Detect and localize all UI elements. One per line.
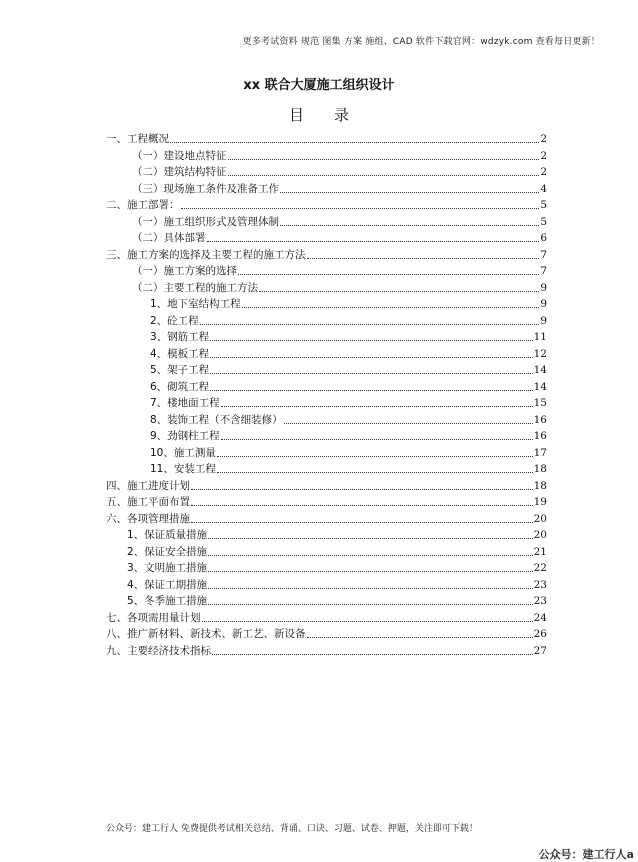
- toc-entry-page: 21: [533, 545, 547, 558]
- toc-entry[interactable]: [127, 545, 547, 560]
- toc-entry-label: 7、楼地面工程: [150, 397, 220, 409]
- toc-entry-page: 5: [540, 199, 547, 211]
- toc-entry[interactable]: [132, 215, 547, 230]
- toc-entry-label: 一、工程概况: [106, 133, 169, 145]
- toc-entry[interactable]: [106, 512, 547, 527]
- toc-entry-page: 6: [540, 232, 547, 244]
- toc-entry-label: 8、装饰工程（不含细装修）: [150, 413, 283, 426]
- toc-dot-leader: [221, 406, 533, 407]
- toc-dot-leader: [238, 274, 539, 275]
- toc-dot-leader: [202, 621, 533, 622]
- toc-dot-leader: [280, 192, 539, 193]
- toc-entry-page: 27: [533, 644, 547, 657]
- toc-entry-label: 9、劲钢柱工程: [150, 430, 220, 442]
- toc-entry[interactable]: [150, 446, 547, 461]
- toc-dot-leader: [208, 604, 532, 605]
- toc-dot-leader: [208, 588, 532, 589]
- toc-entry[interactable]: [150, 330, 547, 345]
- toc-entry-page: 5: [540, 215, 547, 228]
- toc-entry-page: 23: [533, 578, 547, 591]
- toc-entry-page: 22: [533, 562, 547, 574]
- toc-entry-label: （二）具体部署: [132, 232, 206, 244]
- toc-entry-label: 3、钢筋工程: [150, 331, 210, 343]
- toc-dot-leader: [210, 390, 532, 391]
- toc-entry[interactable]: [106, 611, 547, 626]
- toc-entry[interactable]: [150, 314, 547, 329]
- toc-entry[interactable]: [150, 413, 547, 428]
- toc-entry-page: 16: [533, 430, 547, 442]
- toc-dot-leader: [228, 175, 540, 176]
- toc-dot-leader: [307, 258, 540, 259]
- toc-entry-label: 4、保证工期措施: [127, 578, 208, 591]
- toc-entry-page: 17: [533, 446, 547, 459]
- toc-entry-label: （一）建设地点特征: [132, 149, 227, 162]
- toc-entry[interactable]: [127, 561, 547, 576]
- toc-dot-leader: [221, 439, 533, 440]
- header-note: 更多考试资料 规范 图集 方案 施组、CAD 软件下载官网：wdzyk.com 查看每日更新！: [242, 37, 600, 47]
- toc-entry-page: 7: [540, 248, 547, 261]
- toc-entry-page: 26: [533, 628, 547, 640]
- toc-entry-label: 八、推广新材料、新技术、新工艺、新设备: [106, 628, 306, 640]
- toc-dot-leader: [217, 472, 533, 473]
- toc-dot-leader: [210, 340, 532, 341]
- toc-dot-leader: [280, 225, 539, 226]
- toc-dot-leader: [208, 555, 532, 556]
- toc-entry[interactable]: [150, 297, 547, 312]
- toc-entry-label: 五、施工平面布置: [106, 496, 190, 508]
- toc-entry-page: 16: [533, 413, 547, 426]
- toc-dot-leader: [191, 505, 533, 506]
- toc-entry[interactable]: [150, 380, 547, 395]
- toc-entry-label: 七、各项需用量计划: [106, 611, 201, 624]
- toc-dot-leader: [212, 654, 533, 655]
- toc-entry-page: 9: [540, 281, 547, 294]
- toc-dot-leader: [307, 637, 533, 638]
- toc-heading-char-2: 录: [334, 106, 350, 124]
- toc-entry-page: 23: [533, 595, 547, 607]
- toc-entry-label: 1、地下室结构工程: [150, 298, 241, 310]
- toc-entry-page: 19: [533, 496, 547, 508]
- toc-entry-label: 1、保证质量措施: [127, 529, 208, 541]
- toc-entry-label: 10、施工测量: [150, 446, 216, 459]
- watermark-text: 公众号：建工行人a: [538, 848, 634, 861]
- toc-entry[interactable]: [106, 495, 547, 510]
- toc-entry-page: 2: [540, 149, 547, 162]
- document-title: xx 联合大厦施工组织设计: [243, 78, 395, 93]
- toc-dot-leader: [228, 159, 540, 160]
- toc-entry-label: （三）现场施工条件及准备工作: [132, 182, 279, 195]
- toc-entry[interactable]: [106, 644, 547, 659]
- toc-entry-page: 15: [533, 397, 547, 409]
- toc-entry-label: 11、安装工程: [150, 463, 216, 475]
- toc-dot-leader: [242, 307, 540, 308]
- toc-dot-leader: [284, 423, 533, 424]
- toc-entry[interactable]: [132, 231, 547, 246]
- toc-entry[interactable]: [127, 594, 547, 609]
- toc-entry-label: （一）施工组织形式及管理体制: [132, 215, 279, 228]
- toc-entry-page: 20: [533, 529, 547, 541]
- toc-entry-page: 18: [533, 479, 547, 492]
- toc-entry-label: 四、施工进度计划: [106, 479, 190, 492]
- toc-entry[interactable]: [150, 429, 547, 444]
- toc-entry[interactable]: [127, 528, 547, 543]
- toc-entry-label: （二）主要工程的施工方法: [132, 281, 258, 294]
- toc-entry-label: 六、各项管理措施: [106, 512, 190, 525]
- toc-dot-leader: [208, 571, 532, 572]
- toc-entry-page: 14: [533, 380, 547, 393]
- toc-entry-label: 二、施工部署：: [106, 199, 180, 211]
- toc-dot-leader: [259, 291, 539, 292]
- toc-entry-label: 三、施工方案的选择及主要工程的施工方法: [106, 248, 306, 261]
- toc-entry-label: （二）建筑结构特征: [132, 166, 227, 178]
- toc-entry[interactable]: [132, 182, 547, 197]
- toc-entry[interactable]: [127, 578, 547, 593]
- toc-entry-page: 4: [540, 182, 547, 195]
- toc-entry-label: （一）施工方案的选择: [132, 265, 237, 277]
- toc-entry[interactable]: [132, 165, 547, 180]
- toc-entry[interactable]: [132, 149, 547, 164]
- toc-dot-leader: [181, 208, 540, 209]
- toc-dot-leader: [200, 324, 540, 325]
- toc-entry[interactable]: [132, 264, 547, 279]
- toc-entry[interactable]: [106, 248, 547, 263]
- toc-entry-label: 4、模板工程: [150, 347, 210, 360]
- toc-entry[interactable]: [106, 479, 547, 494]
- toc-heading: [0, 104, 638, 125]
- toc-entry[interactable]: [150, 462, 547, 477]
- toc-heading-char-1: 目: [288, 106, 304, 124]
- toc-dot-leader: [191, 489, 533, 490]
- toc-entry-page: 9: [540, 314, 547, 327]
- toc-dot-leader: [170, 142, 539, 143]
- toc-entry[interactable]: [150, 347, 547, 362]
- toc-dot-leader: [210, 373, 532, 374]
- toc-entry[interactable]: [150, 396, 547, 411]
- toc-entry-page: 18: [533, 463, 547, 475]
- toc-entry-label: 5、架子工程: [150, 364, 210, 376]
- toc-dot-leader: [210, 357, 532, 358]
- toc-dot-leader: [217, 456, 533, 457]
- toc-entry-page: 24: [533, 611, 547, 624]
- toc-entry-page: 12: [533, 347, 547, 360]
- toc-entry-page: 14: [533, 364, 547, 376]
- toc-entry-page: 9: [540, 298, 547, 310]
- toc-dot-leader: [191, 522, 533, 523]
- toc-entry-label: 2、砼工程: [150, 314, 199, 327]
- toc-entry[interactable]: [150, 363, 547, 378]
- toc-dot-leader: [208, 538, 532, 539]
- toc-entry-label: 3、文明施工措施: [127, 562, 208, 574]
- toc-entry[interactable]: [106, 132, 547, 147]
- toc-entry-label: 2、保证安全措施: [127, 545, 208, 558]
- toc-entry-page: 2: [540, 166, 547, 178]
- toc-dot-leader: [207, 241, 540, 242]
- toc-entry-page: 11: [533, 331, 547, 343]
- toc-entry[interactable]: [106, 198, 547, 213]
- footer-note: 公众号：建工行人 免费提供考试相关总结、背诵、口诀、习题、试卷、押题，关注即可下载！: [106, 824, 478, 834]
- toc-entry[interactable]: [132, 281, 547, 296]
- toc-entry-page: 20: [533, 512, 547, 525]
- toc-entry[interactable]: [106, 627, 547, 642]
- toc-entry-label: 6、砌筑工程: [150, 380, 210, 393]
- toc-entry-page: 2: [540, 133, 547, 145]
- toc-entry-label: 九、主要经济技术指标: [106, 644, 211, 657]
- toc-entry-page: 7: [540, 265, 547, 277]
- toc-entry-label: 5、冬季施工措施: [127, 595, 208, 607]
